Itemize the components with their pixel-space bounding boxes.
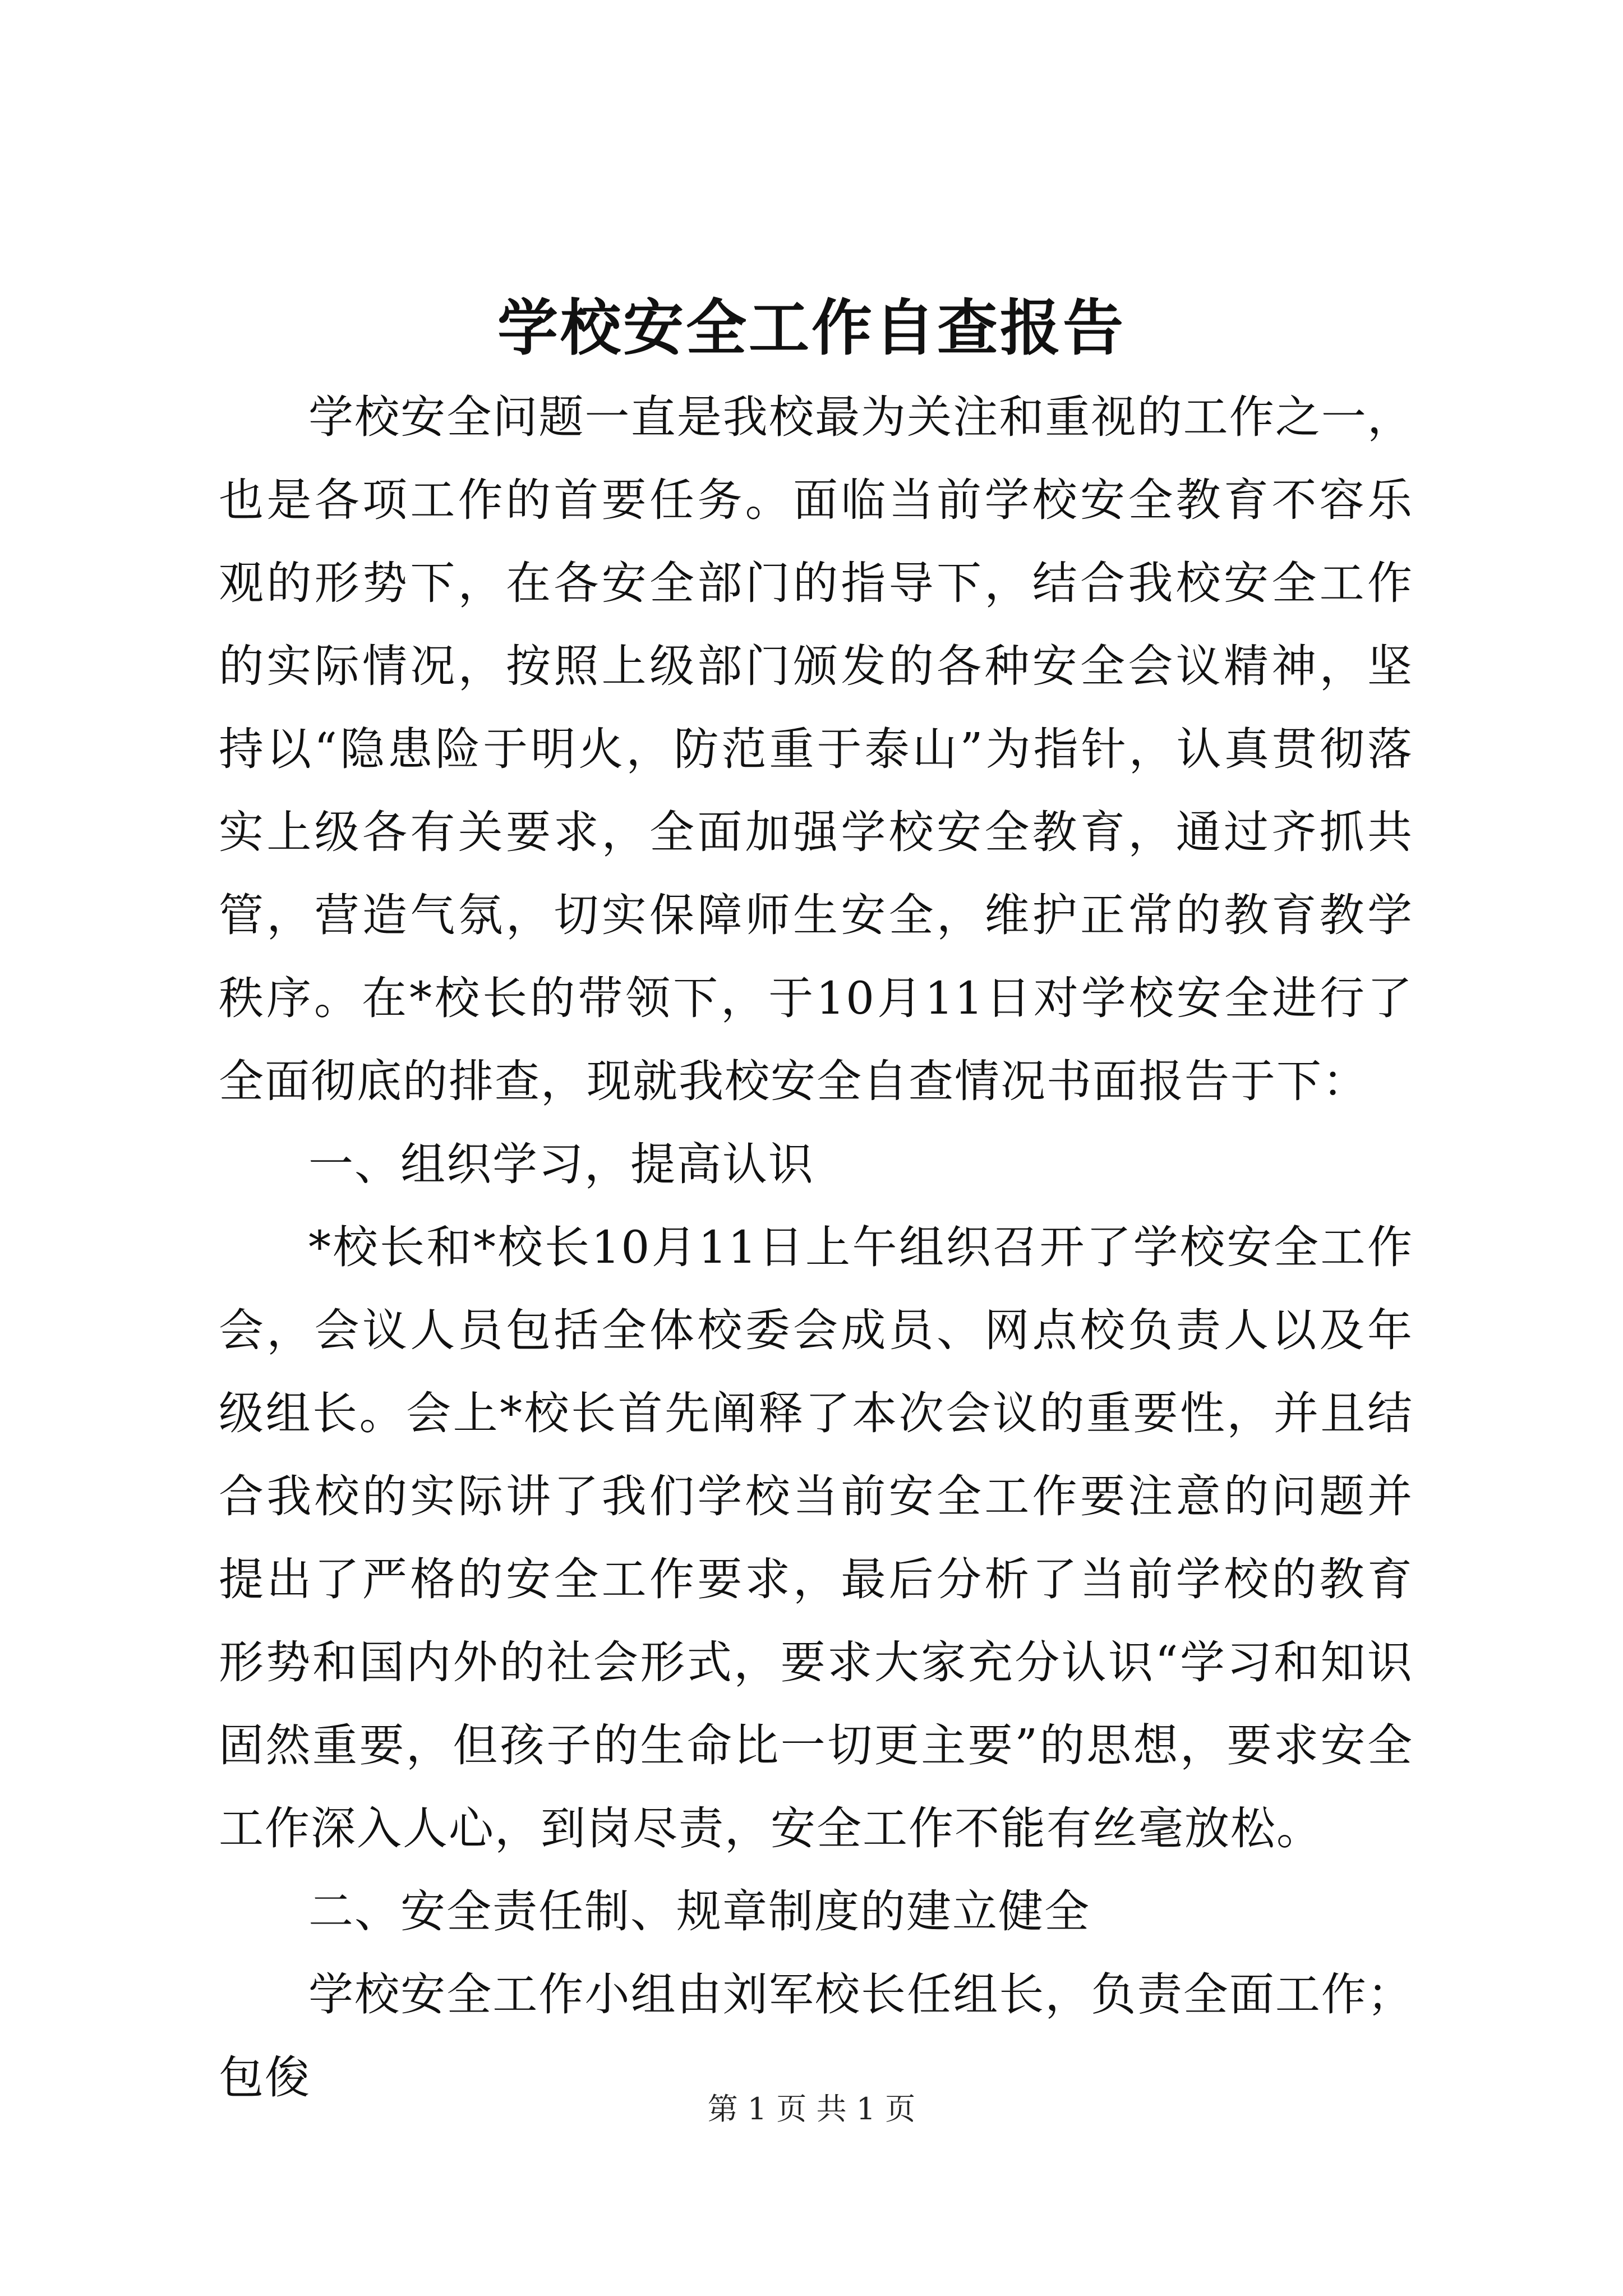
section-heading-1: 一、组织学习，提高认识 [308, 1138, 814, 1190]
section-heading-2: 二、安全责任制、规章制度的建立健全 [308, 1885, 1090, 1938]
paragraph-intro: 学校安全问题一直是我校最为关注和重视的工作之一，也是各项工作的首要任务。面临当前学校安全教育不容乐观的形势下，在各安全部门的指导下，结合我校安全工作的实际情况，按照上级部门颁发的各种安全会议精神，坚持以“隐患险于明火，防范重于泰山”为指针，认真贯彻落实上级各有关要求，全面加强学校安全教育，通过齐抓共管，营造气氛，切实保障师生安全，维护正常的教育教学秩序。在*校长的带领下，于10月11日对学校安全进行了全面彻底的排查，现就我校安全自查情况书面报告于下： [219, 391, 1413, 1107]
paragraph-section-2: 学校安全工作小组由刘军校长任组长，负责全面工作；包俊 [219, 1968, 1413, 2104]
paragraph-section-1: *校长和*校长10月11日上午组织召开了学校安全工作会，会议人员包括全体校委会成员、网点校负责人以及年级组长。会上*校长首先阐释了本次会议的重要性，并且结合我校的实际讲了我们学校当前安全工作要注意的问题并提出了严格的安全工作要求，最后分析了当前学校的教育形势和国内外的社会形式，要求大家充分认识“学习和知识固然重要，但孩子的生命比一切更主要”的思想，要求安全工作深入人心，到岗尽责，安全工作不能有丝毫放松。 [219, 1221, 1413, 1855]
document-body [219, 376, 1413, 2119]
document-title: 学校安全工作自查报告 [497, 293, 1126, 364]
page-footer: 第 1 页 共 1 页 [707, 2091, 916, 2127]
